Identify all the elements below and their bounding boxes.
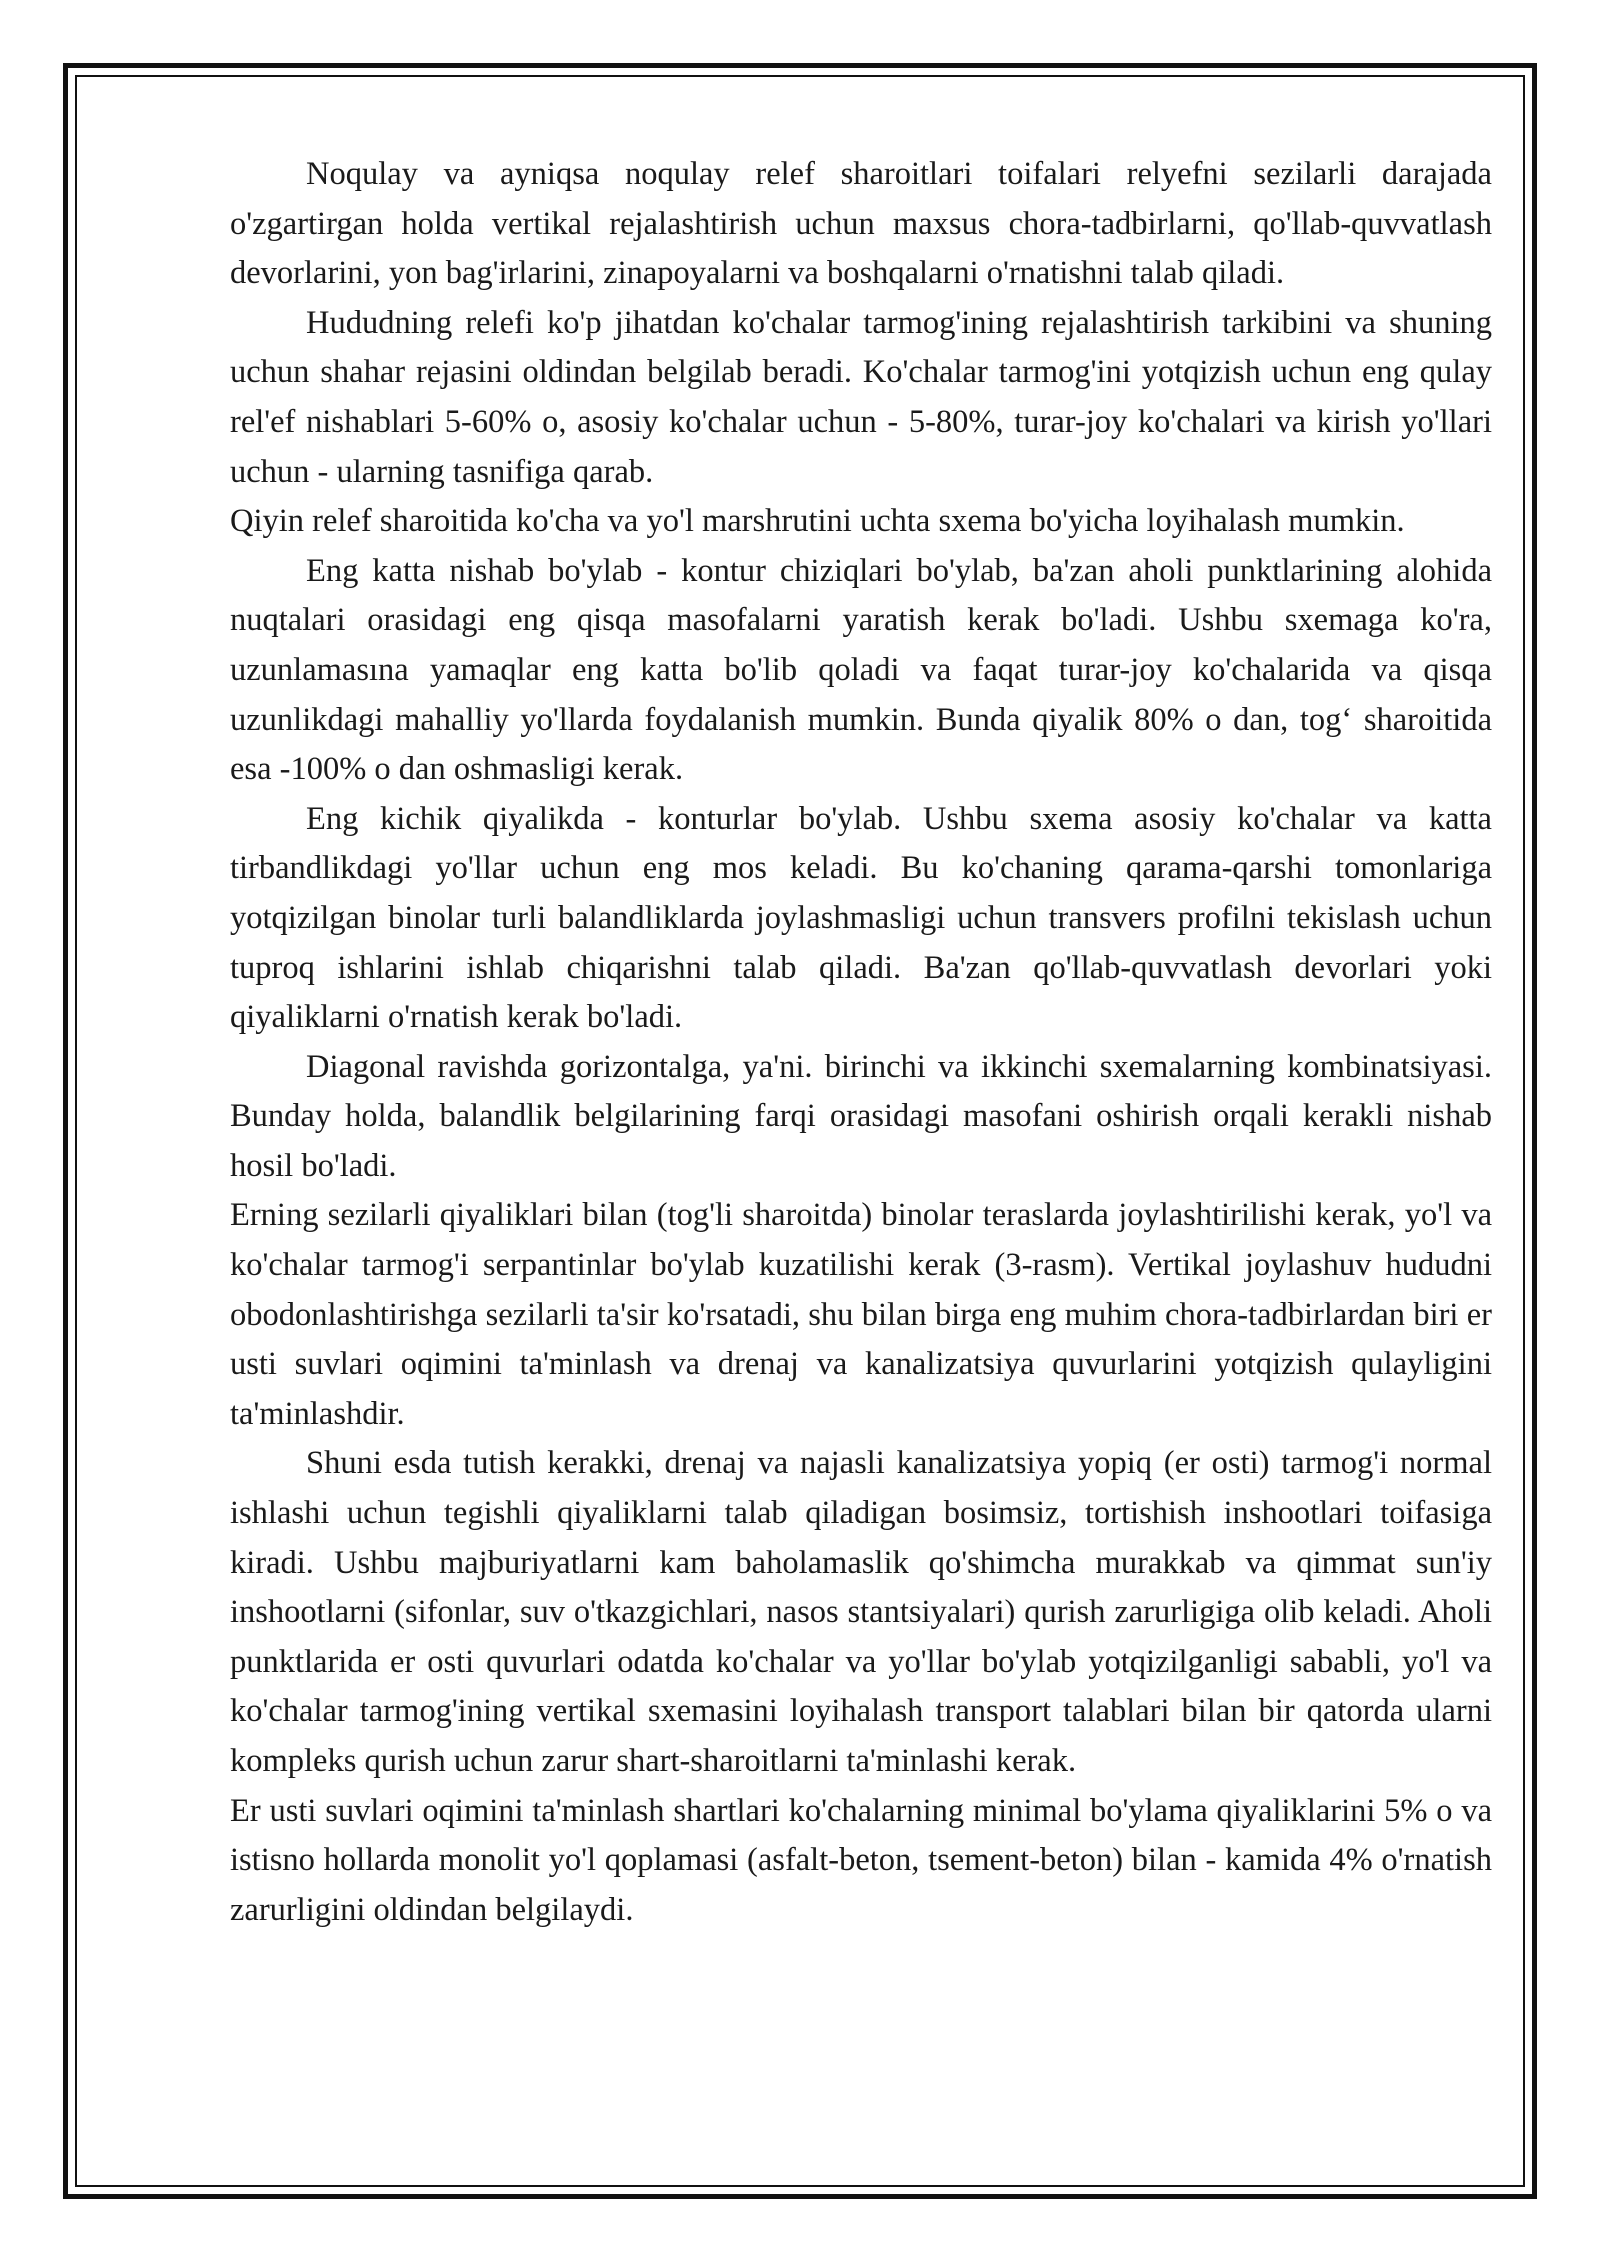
paragraph-6: Diagonal ravishda gorizontalga, ya'ni. birinchi va ikkinchi sxemalarning kombinatsiyasi. Bunday holda, balandlik belgilarining farqi orasidagi masofani oshirish orqali kerakli nishab hosil bo'ladi. <box>230 1048 1492 1184</box>
paragraph-5: Eng kichik qiyalikda - konturlar bo'ylab. Ushbu sxema asosiy ko'chalar va katta tirbandlikdagi yo'llar uchun eng mos keladi. Bu ko'chaning qarama-qarshi tomonlariga yotqizilgan binolar turli balandliklarda joylashmasligi uchun transvers profilni tekislash uchun tuproq ishlarini ishlab chiqarishni talab qiladi. Ba'zan qo'llab-quvvatlash devorlari yoki qiyaliklarni o'rnatish kerak bo'ladi. <box>230 800 1492 1036</box>
paragraph-7: Erning sezilarli qiyaliklari bilan (tog'li sharoitda) binolar teraslarda joylashtirilishi kerak, yo'l va ko'chalar tarmog'i serpantinlar bo'ylab kuzatilishi kerak (3-rasm). Vertikal joylashuv hududni obodonlashtirishga sezilarli ta'sir ko'rsatadi, shu bilan birga eng muhim chora-tadbirlardan biri er usti suvlari oqimini ta'minlash va drenaj va kanalizatsiya quvurlarini yotqizish qulayligini ta'minlashdir. <box>230 1197 1492 1432</box>
paragraph-3: Qiyin relef sharoitida ko'cha va yo'l marshrutini uchta sxema bo'yicha loyihalash mumkin. <box>230 503 1405 540</box>
paragraph-4: Eng katta nishab bo'ylab - kontur chiziqlari bo'ylab, ba'zan aholi punktlarining alohida nuqtalari orasidagi eng qisqa masofalarni yaratish kerak bo'ladi. Ushbu sxemaga ko'ra, uzunlamasına yamaqlar eng katta bo'lib qoladi va faqat turar-joy ko'chalarida va qisqa uzunlikdagi mahalliy yo'llarda foydalanish mumkin. Bunda qiyalik 80% o dan, tog‘ sharoitida esa -100% o dan oshmasligi kerak. <box>230 552 1492 788</box>
document-body <box>230 150 1492 1935</box>
paragraph-9: Er usti suvlari oqimini ta'minlash shartlari ko'chalarning minimal bo'ylama qiyaliklarini 5% o va istisno hollarda monolit yo'l qoplamasi (asfalt-beton, tsement-beton) bilan - kamida 4% o'rnatish zarurligini oldindan belgilaydi. <box>230 1792 1492 1928</box>
paragraph-2: Hududning relefi ko'p jihatdan ko'chalar tarmog'ining rejalashtirish tarkibini va shuning uchun shahar rejasini oldindan belgilab beradi. Ko'chalar tarmog'ini yotqizish uchun eng qulay rel'ef nishablari 5-60% o, asosiy ko'chalar uchun - 5-80%, turar-joy ko'chalari va kirish yo'llari uchun - ularning tasnifiga qarab. <box>230 304 1492 490</box>
paragraph-1: Noqulay va ayniqsa noqulay relef sharoitlari toifalari relyefni sezilarli darajada o'zgartirgan holda vertikal rejalashtirish uchun maxsus chora-tadbirlarni, qo'llab-quvvatlash devorlarini, yon bag'irlarini, zinapoyalarni va boshqalarni o'rnatishni talab qiladi. <box>230 156 1492 292</box>
paragraph-8: Shuni esda tutish kerakki, drenaj va najasli kanalizatsiya yopiq (er osti) tarmog'i normal ishlashi uchun tegishli qiyaliklarni talab qiladigan bosimsiz, tortishish inshootlari toifasiga kiradi. Ushbu majburiyatlarni kam baholamaslik qo'shimcha murakkab va qimmat sun'iy inshootlarni (sifonlar, suv o'tkazgichlari, nasos stantsiyalari) qurish zarurligiga olib keladi. Aholi punktlarida er osti quvurlari odatda ko'chalar va yo'llar bo'ylab yotqizilganligi sababli, yo'l va ko'chalar tarmog'ining vertikal sxemasini loyihalash transport talablari bilan bir qatorda ularni kompleks qurish uchun zarur shart-sharoitlarni ta'minlashi kerak. <box>230 1445 1492 1779</box>
